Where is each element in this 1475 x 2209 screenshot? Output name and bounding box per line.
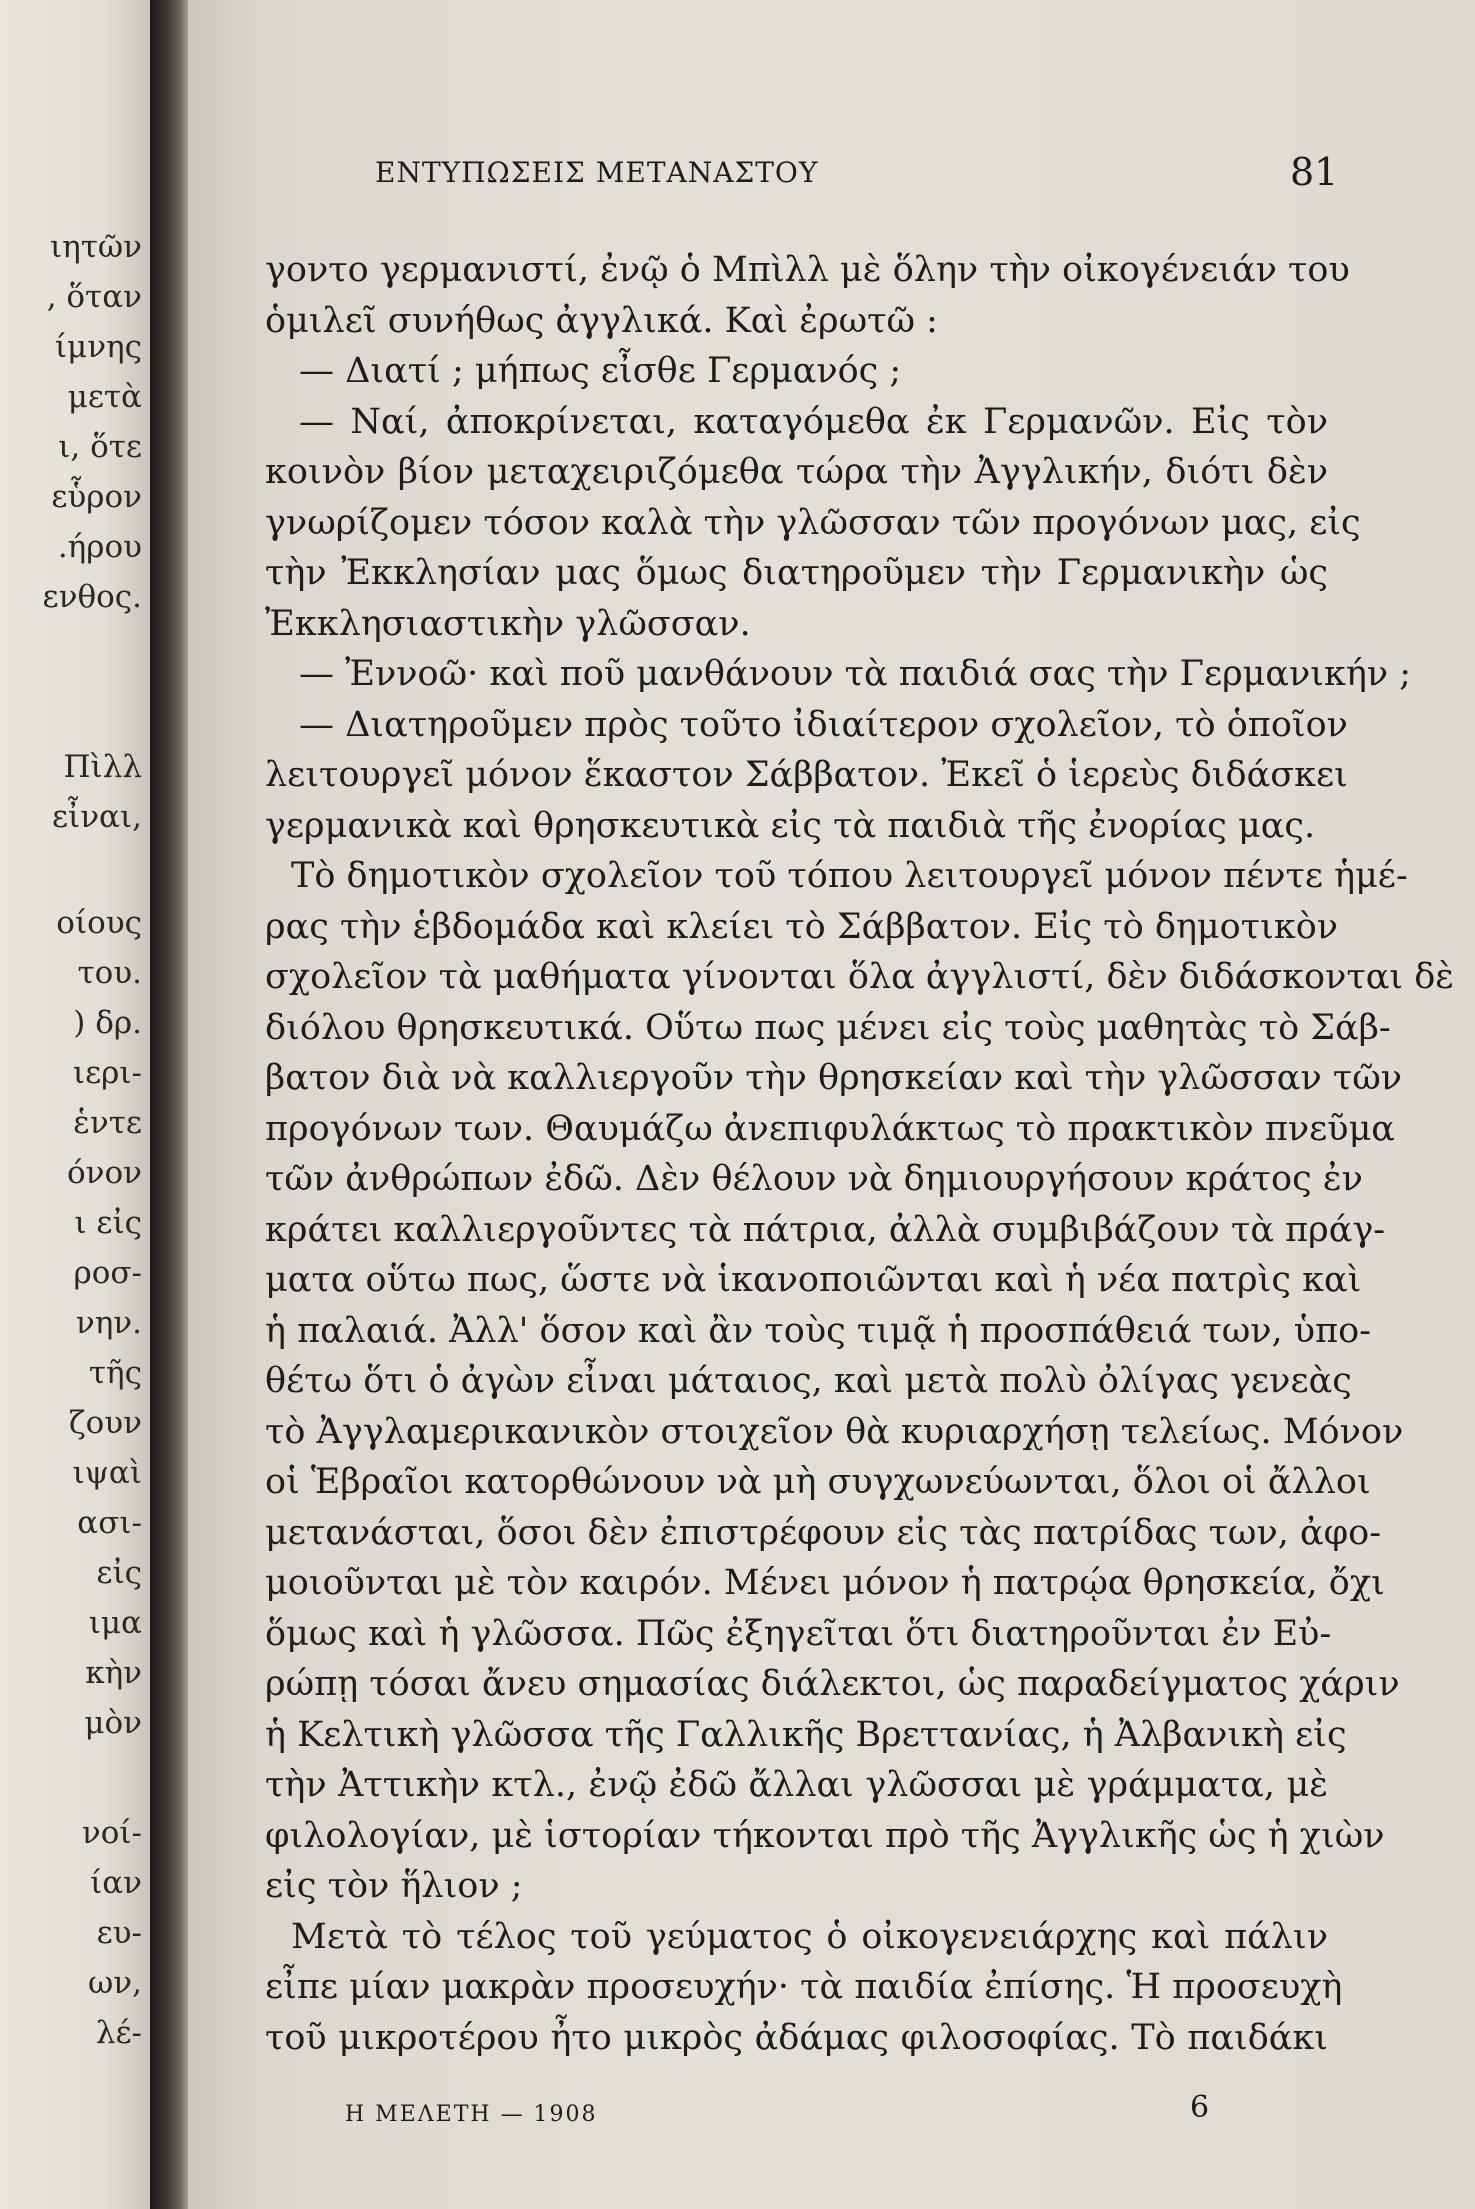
margin-fragment: ) δρ. [73,1005,142,1041]
text-line: — Ἐννοῶ· καὶ ποῦ μανθάνουν τὰ παιδιά σας τὴν Γερμανικήν ; [299,654,1412,694]
margin-fragment: Πὶλλ [63,749,142,785]
text-line: οἱ Ἑβραῖοι κατορθώνουν νὰ μὴ συγχωνεύωνται, ὅλοι οἱ ἄλλοι [265,1462,1371,1502]
footer-journal-title: Η ΜΕΛΕΤΗ — 1908 [345,2102,598,2127]
text-line: βατον διὰ νὰ καλλιεργοῦν τὴν θρησκείαν καὶ τὴν γλῶσσαν τῶν [265,1058,1403,1098]
text-line: φιλολογίαν, μὲ ἱστορίαν τήκονται πρὸ τῆς Ἀγγλικῆς ὡς ἡ χιὼν [265,1815,1385,1856]
text-line: ματα οὕτω πως, ὥστε νὰ ἱκανοποιῶνται καὶ ἡ νέα πατρὶς καὶ [265,1260,1362,1300]
text-line: ρώπῃ τόσαι ἄνευ σημασίας διάλεκτοι, ὡς παραδείγματος χάριν [265,1664,1400,1704]
text-line: τὴν Ἀττικὴν κτλ., ἐνῷ ἐδῶ ἄλλαι γλῶσσαι μὲ γράμματα, μὲ [265,1765,1328,1805]
text-line: ἡ παλαιά. Ἀλλ' ὅσον καὶ ἂν τοὺς τιμᾷ ἡ προσπάθειά των, ὑπο- [265,1310,1371,1351]
text-line: εἶπε μίαν μακρὰν προσευχήν· τὰ παιδία ἐπίσης. Ἡ προσευχὴ [265,1967,1343,2007]
text-line: εἰς τὸν ἥλιον ; [265,1866,523,1906]
margin-fragment: ίμνης [54,329,142,365]
margin-fragment: εὗρον [51,479,142,515]
text-line: — Διατηροῦμεν πρὸς τοῦτο ἰδιαίτερον σχολεῖον, τὸ ὁποῖον [299,704,1348,745]
text-line: κοινὸν βίον μεταχειριζόμεθα τώρα τὴν Ἀγγλικήν, διότι δὲν [265,452,1328,492]
text-line: γερμανικὰ καὶ θρησκευτικὰ εἰς τὰ παιδιὰ τῆς ἐνορίας μας. [265,805,1316,846]
text-line: ὁμιλεῖ συνήθως ἀγγλικά. Καὶ ἐρωτῶ : [265,300,938,341]
margin-fragment: τῆς [88,1355,142,1391]
margin-fragment: ων, [88,1965,142,2001]
margin-fragment: ιμα [88,1605,142,1641]
body-text [265,245,1455,2063]
text-line: μετανάσται, ὅσοι δὲν ἐπιστρέφουν εἰς τὰς πατρίδας των, ἀφο- [265,1512,1382,1553]
text-line: τοῦ μικροτέρου ἦτο μικρὸς ἀδάμας φιλοσοφίας. Τὸ παιδάκι [265,2017,1328,2058]
text-line: ὅμως καὶ ἡ γλῶσσα. Πῶς ἐξηγεῖται ὅτι διατηροῦνται ἐν Εὐ- [265,1613,1332,1654]
margin-fragment: ευ- [96,1915,142,1951]
margin-fragment: .ήρου [57,529,142,565]
margin-fragment: του. [77,955,142,991]
margin-fragment: νην. [75,1305,142,1341]
margin-fragment: ιψαὶ [72,1455,142,1491]
margin-fragment: ιητῶν [49,229,142,265]
margin-fragment: οίους [56,905,142,941]
margin-fragment: ιερι- [72,1055,142,1091]
text-line: διόλου θρησκευτικά. Οὕτω πως μένει εἰς τοὺς μαθητὰς τὸ Σάβ- [265,1007,1391,1048]
left-page-edge [0,0,150,2209]
margin-fragment: ι, ὅτε [58,429,142,465]
text-line: ρας τὴν ἑβδομάδα καὶ κλείει τὸ Σάββατον. Εἰς τὸ δημοτικὸν [265,906,1339,947]
text-line: τὸ Ἀγγλαμερικανικὸν στοιχεῖον θὰ κυριαρχήσῃ τελείως. Μόνον [265,1411,1404,1452]
text-line: Μετὰ τὸ τέλος τοῦ γεύματος ὁ οἰκογενειάρχης καὶ πάλιν [291,1916,1328,1957]
margin-fragment: , ὅταν [46,279,142,315]
margin-fragment: μετὰ [67,379,142,415]
page-number: 81 [1290,150,1339,194]
margin-fragment: νοί- [81,1815,142,1851]
text-line: λειτουργεῖ μόνον ἕκαστον Σάββατον. Ἐκεῖ ὁ ἱερεὺς διδάσκει [265,755,1348,795]
text-line: γνωρίζομεν τόσον καλὰ τὴν γλῶσσαν τῶν προγόνων μας, εἰς [265,502,1361,543]
margin-fragment: εἰς [96,1555,142,1591]
text-line: τῶν ἀνθρώπων ἐδῶ. Δὲν θέλουν νὰ δημιουργήσουν κράτος ἐν [265,1159,1363,1199]
margin-fragment: ασι- [77,1505,142,1541]
margin-fragment: ἑντε [73,1105,142,1141]
margin-fragment: ζουν [68,1405,142,1441]
book-gutter [150,0,188,2209]
text-line: κράτει καλλιεργοῦντες τὰ πάτρια, ἀλλὰ συμβιβάζουν τὰ πράγ- [265,1209,1386,1250]
margin-fragment: όνον [66,1155,142,1191]
margin-fragment: εἶναι, [51,799,142,835]
margin-fragment: λέ- [95,2015,142,2051]
text-line: γοντο γερμανιστί, ἐνῷ ὁ Μπὶλλ μὲ ὅλην τὴν οἰκογένειάν του [265,250,1350,290]
text-line: θέτω ὅτι ὁ ἀγὼν εἶναι μάταιος, καὶ μετὰ πολὺ ὀλίγας γενεὰς [265,1361,1352,1401]
text-line: ἡ Κελτικὴ γλῶσσα τῆς Γαλλικῆς Βρεττανίας, ἡ Ἀλβανικὴ εἰς [265,1714,1347,1755]
text-line: προγόνων των. Θαυμάζω ἀνεπιφυλάκτως τὸ πρακτικὸν πνεῦμα [265,1108,1395,1149]
running-head: ΕΝΤΥΠΩΣΕΙΣ ΜΕΤΑΝΑΣΤΟΥ [375,156,819,189]
text-line: Τὸ δημοτικὸν σχολεῖον τοῦ τόπου λειτουργεῖ μόνον πέντε ἡμέ- [291,856,1408,896]
text-line: — Διατί ; μήπως εἶσθε Γερμανός ; [299,351,902,391]
text-line: τὴν Ἐκκλησίαν μας ὅμως διατηροῦμεν τὴν Γερμανικὴν ὡς [265,553,1328,593]
text-line: Ἐκκλησιαστικὴν γλῶσσαν. [265,603,751,644]
margin-fragment: ι εἰς [74,1205,142,1241]
margin-fragment: ίαν [90,1865,142,1901]
footer-signature-mark: 6 [1190,2090,1210,2125]
margin-fragment: ροσ- [73,1255,142,1291]
margin-fragment: μὸν [84,1705,142,1741]
text-line: σχολεῖον τὰ μαθήματα γίνονται ὅλα ἀγγλιστί, δὲν διδάσκονται δὲ [265,957,1455,997]
text-line: μοιοῦνται μὲ τὸν καιρόν. Μένει μόνον ἡ πατρῴα θρησκεία, ὄχι [265,1563,1385,1603]
text-line: — Ναί, ἀποκρίνεται, καταγόμεθα ἐκ Γερμανῶν. Εἰς τὸν [299,401,1328,442]
margin-fragment: ενθος. [42,579,142,615]
margin-fragment: κὴν [85,1655,142,1691]
